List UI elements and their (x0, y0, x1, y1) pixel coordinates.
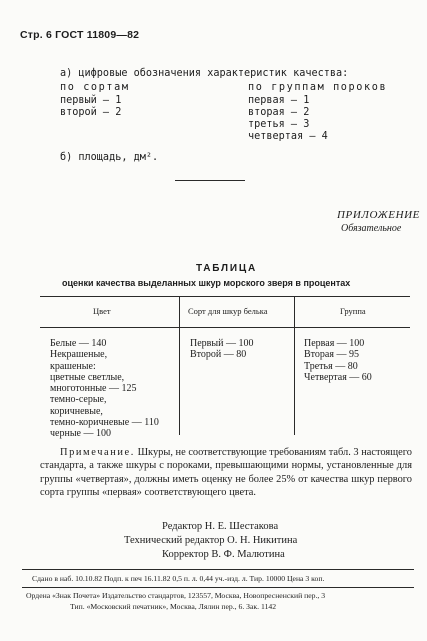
tech-editor-credit: Технический редактор О. Н. Никитина (124, 535, 298, 546)
group-item-2: вторая — 2 (248, 107, 310, 118)
header-color: Цвет (93, 306, 111, 316)
imprint-line-3: Тип. «Московский печатник», Москва, Лялин пер., 6. Зак. 1142 (70, 602, 277, 611)
table-col-divider-1-body (179, 327, 180, 435)
section-a-title: а) цифровые обозначения характеристик качества: (60, 68, 349, 79)
note-label: Примечание. (60, 447, 135, 458)
table-top-border (40, 296, 410, 297)
imprint-line-1: Сдано в наб. 10.10.82 Подп. к печ 16.11.82 0,5 п. л. 0,44 уч.-изд. л. Тир. 10000 Цена 3 коп. (32, 574, 325, 583)
table-header-border (40, 327, 410, 328)
editor-credit: Редактор Н. Е. Шестакова (162, 521, 279, 532)
table-caption: оценки качества выделанных шкур морского зверя в процентах (62, 278, 351, 288)
section-b-text: б) площадь, дм². (60, 152, 159, 163)
grade-item-1: первый — 1 (60, 95, 122, 106)
group-item-3: третья — 3 (248, 119, 310, 130)
table-col-divider-2 (294, 296, 295, 327)
appendix-subtitle: Обязательное (341, 223, 402, 234)
by-grade-heading: по сортам (60, 82, 130, 93)
cell-colors: Белые — 140 Некрашеные, крашеные: цветные светлые, многотонные — 125 темно-серые, коричневые, темно-коричневые — 110 черные — 100 (50, 338, 159, 440)
imprint-top-rule (22, 569, 414, 570)
table-col-divider-2-body (294, 327, 295, 435)
grade-item-2: второй — 2 (60, 107, 122, 118)
table-col-divider-1 (179, 296, 180, 327)
cell-grades: Первый — 100 Второй — 80 (190, 338, 254, 361)
proofreader-credit: Корректор В. Ф. Малютина (162, 549, 285, 560)
header-group: Группа (340, 306, 366, 316)
by-defect-group-heading: по группам пороков (248, 82, 388, 93)
note-paragraph (40, 446, 412, 499)
cell-groups: Первая — 100 Вторая — 95 Третья — 80 Четвертая — 60 (304, 338, 372, 383)
note-text: Шкуры, не соответствующие требованиям табл. 3 настоящего стандарта, а также шкуры с пороками, превышающими нормы, установленные для группы «четвертая», должны иметь оценку не более 25% от качества шкур первого сорта группы «первая» соответствующего цвета. (40, 447, 412, 498)
separator-line (175, 180, 245, 181)
imprint-mid-rule (22, 587, 414, 588)
appendix-title: ПРИЛОЖЕНИЕ (337, 209, 420, 221)
group-item-4: четвертая — 4 (248, 131, 328, 142)
header-pup-grade: Сорт для шкур белька (188, 306, 268, 316)
page-header: Стр. 6 ГОСТ 11809—82 (20, 29, 140, 41)
imprint-line-2: Ордена «Знак Почета» Издательство стандартов, 123557, Москва, Новопресненский пер., 3 (26, 591, 326, 600)
table-label: ТАБЛИЦА (196, 263, 257, 274)
group-item-1: первая — 1 (248, 95, 310, 106)
